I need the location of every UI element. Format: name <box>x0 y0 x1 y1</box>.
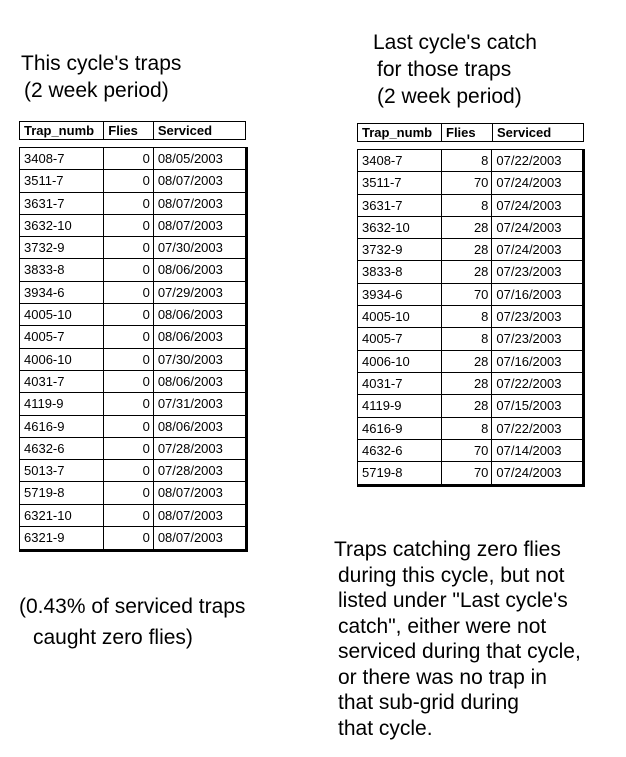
cell-trap-number: 4616-9 <box>358 418 442 439</box>
cell-serviced: 07/22/2003 <box>496 153 562 168</box>
cell-serviced: 07/29/2003 <box>157 284 223 300</box>
cell-serviced: 08/07/2003 <box>157 485 223 501</box>
table-row <box>20 393 245 415</box>
table-row <box>20 215 245 237</box>
cell-trap-number: 3934-6 <box>358 284 442 305</box>
cell-serviced: 08/06/2003 <box>157 418 223 434</box>
cell-trap-number: 4005-7 <box>358 328 442 349</box>
cell-flies: 0 <box>104 505 154 526</box>
cell-flies: 8 <box>442 195 493 216</box>
cell-trap-number: 5719-8 <box>358 462 442 484</box>
right-note-line: catch", either were not <box>338 614 547 638</box>
cell-serviced: 08/06/2003 <box>157 329 223 345</box>
cell-flies: 0 <box>104 371 154 392</box>
cell-trap-number: 4119-9 <box>20 393 104 414</box>
table-row <box>358 217 582 239</box>
cell-flies: 28 <box>442 351 493 372</box>
table-row <box>20 505 245 527</box>
cell-flies: 0 <box>104 527 154 549</box>
cell-serviced: 08/07/2003 <box>157 217 223 233</box>
left-title-line: (2 week period) <box>24 79 169 102</box>
cell-trap-number: 4119-9 <box>358 395 442 416</box>
cell-trap-number: 3732-9 <box>358 239 442 260</box>
cell-serviced: 08/05/2003 <box>157 151 223 166</box>
table-row <box>358 351 582 373</box>
cell-serviced: 08/06/2003 <box>157 307 223 323</box>
cell-trap-number: 3631-7 <box>358 195 442 216</box>
table-row <box>20 326 245 348</box>
cell-flies: 0 <box>104 259 154 280</box>
cell-serviced: 07/16/2003 <box>496 286 562 302</box>
right-title-line: Last cycle's catch <box>373 31 537 54</box>
cell-serviced: 08/07/2003 <box>157 507 223 523</box>
cell-trap-number: 4006-10 <box>20 349 104 370</box>
header-trap-number: Trap_numb <box>20 122 104 139</box>
left-title-line: This cycle's traps <box>21 52 182 75</box>
cell-serviced: 08/07/2003 <box>157 195 223 211</box>
cell-trap-number: 4005-10 <box>358 306 442 327</box>
right-note-line: Traps catching zero flies <box>334 538 561 561</box>
cell-serviced: 07/24/2003 <box>496 242 562 258</box>
right-note-line: during this cycle, but not <box>338 563 565 587</box>
header-serviced: Serviced <box>157 123 213 138</box>
cell-serviced: 08/06/2003 <box>157 373 223 389</box>
table-row <box>358 462 582 484</box>
cell-serviced: 07/31/2003 <box>157 396 223 412</box>
cell-flies: 28 <box>442 373 493 394</box>
cell-trap-number: 4616-9 <box>20 416 104 437</box>
cell-flies: 0 <box>104 349 154 370</box>
header-flies: Flies <box>442 124 493 141</box>
cell-flies: 0 <box>104 193 154 214</box>
cell-flies: 0 <box>104 460 154 481</box>
table-row <box>20 438 245 460</box>
cell-trap-number: 3833-8 <box>20 259 104 280</box>
cell-serviced: 07/28/2003 <box>157 440 223 456</box>
table-row <box>20 282 245 304</box>
cell-serviced: 07/22/2003 <box>496 420 562 436</box>
cell-flies: 70 <box>442 440 493 461</box>
cell-serviced: 07/24/2003 <box>496 219 562 235</box>
table-row <box>20 193 245 215</box>
cell-trap-number: 6321-9 <box>20 527 104 549</box>
table-row <box>20 482 245 504</box>
table-header <box>357 123 584 142</box>
cell-serviced: 07/23/2003 <box>496 309 562 325</box>
cell-flies: 8 <box>442 328 493 349</box>
right-title-line: for those traps <box>377 58 512 81</box>
cell-trap-number: 3511-7 <box>20 170 104 191</box>
cell-trap-number: 3408-7 <box>358 150 442 171</box>
table-header <box>19 121 246 140</box>
cell-serviced: 07/30/2003 <box>157 240 223 256</box>
cell-flies: 0 <box>104 438 154 459</box>
cell-flies: 0 <box>104 282 154 303</box>
table-row <box>20 170 245 192</box>
table-row <box>20 304 245 326</box>
table-row <box>358 239 582 261</box>
left-title <box>21 50 181 104</box>
cell-trap-number: 3833-8 <box>358 261 442 282</box>
table-row <box>20 259 245 281</box>
right-note-line: that sub-grid during <box>338 691 519 714</box>
cell-trap-number: 4005-7 <box>20 326 104 347</box>
cell-flies: 8 <box>442 418 493 439</box>
right-title <box>373 29 537 110</box>
table-row <box>20 237 245 259</box>
cell-serviced: 07/24/2003 <box>496 175 562 191</box>
cell-flies: 8 <box>442 306 493 327</box>
table-row <box>358 284 582 306</box>
cell-trap-number: 3934-6 <box>20 282 104 303</box>
table-row <box>20 148 245 170</box>
table-body <box>19 147 248 552</box>
table-row <box>358 418 582 440</box>
cell-trap-number: 5719-8 <box>20 482 104 503</box>
cell-flies: 70 <box>442 284 493 305</box>
cell-trap-number: 3632-10 <box>358 217 442 238</box>
table-row <box>358 172 582 194</box>
table-row <box>20 460 245 482</box>
cell-flies: 0 <box>104 326 154 347</box>
cell-trap-number: 4031-7 <box>20 371 104 392</box>
table-row <box>20 349 245 371</box>
cell-trap-number: 4005-10 <box>20 304 104 325</box>
cell-serviced: 07/30/2003 <box>157 351 223 367</box>
right-title-line: (2 week period) <box>377 85 522 108</box>
cell-trap-number: 3408-7 <box>20 148 104 169</box>
cell-serviced: 08/06/2003 <box>157 262 223 278</box>
left-note-line: (0.43% of serviced traps <box>19 595 246 618</box>
table-row <box>20 371 245 393</box>
cell-trap-number: 5013-7 <box>20 460 104 481</box>
cell-trap-number: 6321-10 <box>20 505 104 526</box>
cell-flies: 0 <box>104 170 154 191</box>
cell-serviced: 07/22/2003 <box>496 375 562 391</box>
cell-flies: 0 <box>104 482 154 503</box>
cell-trap-number: 4632-6 <box>358 440 442 461</box>
table-row <box>358 440 582 462</box>
cell-serviced: 07/23/2003 <box>496 331 562 347</box>
cell-flies: 70 <box>442 462 493 484</box>
table-row <box>20 416 245 438</box>
header-trap-number: Trap_numb <box>358 124 442 141</box>
table-row <box>358 395 582 417</box>
cell-flies: 28 <box>442 261 493 282</box>
table-body <box>357 149 585 487</box>
cell-flies: 0 <box>104 416 154 437</box>
cell-flies: 70 <box>442 172 493 193</box>
table-row <box>358 328 582 350</box>
cell-serviced: 08/07/2003 <box>157 530 223 546</box>
cell-trap-number: 3631-7 <box>20 193 104 214</box>
cell-trap-number: 3632-10 <box>20 215 104 236</box>
cell-trap-number: 4632-6 <box>20 438 104 459</box>
last-cycle-table <box>357 123 585 487</box>
cell-trap-number: 3732-9 <box>20 237 104 258</box>
right-note-line: serviced during that cycle, <box>338 640 581 663</box>
cell-flies: 28 <box>442 217 493 238</box>
cell-serviced: 07/14/2003 <box>496 442 562 458</box>
table-row <box>358 195 582 217</box>
right-note-line: or there was no trap in <box>338 665 547 689</box>
table-row <box>20 527 245 549</box>
right-note <box>334 537 581 741</box>
left-note <box>19 591 245 653</box>
cell-serviced: 07/23/2003 <box>496 264 562 280</box>
cell-trap-number: 3511-7 <box>358 172 442 193</box>
cell-flies: 0 <box>104 304 154 325</box>
cell-flies: 28 <box>442 395 493 416</box>
cell-flies: 0 <box>104 215 154 236</box>
table-row <box>358 373 582 395</box>
right-note-line: listed under "Last cycle's <box>338 589 568 612</box>
cell-trap-number: 4031-7 <box>358 373 442 394</box>
cell-flies: 8 <box>442 150 493 171</box>
cell-serviced: 07/28/2003 <box>157 463 223 479</box>
right-note-line: that cycle. <box>338 716 433 740</box>
header-flies: Flies <box>104 122 154 139</box>
cell-flies: 0 <box>104 393 154 414</box>
table-row <box>358 150 582 172</box>
table-row <box>358 261 582 283</box>
cell-flies: 0 <box>104 237 154 258</box>
cell-trap-number: 4006-10 <box>358 351 442 372</box>
cell-serviced: 07/16/2003 <box>496 353 562 369</box>
cell-serviced: 07/24/2003 <box>496 465 562 481</box>
table-row <box>358 306 582 328</box>
this-cycle-table <box>19 121 248 552</box>
cell-serviced: 08/07/2003 <box>157 173 223 189</box>
cell-serviced: 07/15/2003 <box>496 398 562 414</box>
cell-flies: 28 <box>442 239 493 260</box>
cell-serviced: 07/24/2003 <box>496 197 562 213</box>
cell-flies: 0 <box>104 148 154 169</box>
header-serviced: Serviced <box>497 125 552 140</box>
left-note-line: caught zero flies) <box>33 626 193 649</box>
